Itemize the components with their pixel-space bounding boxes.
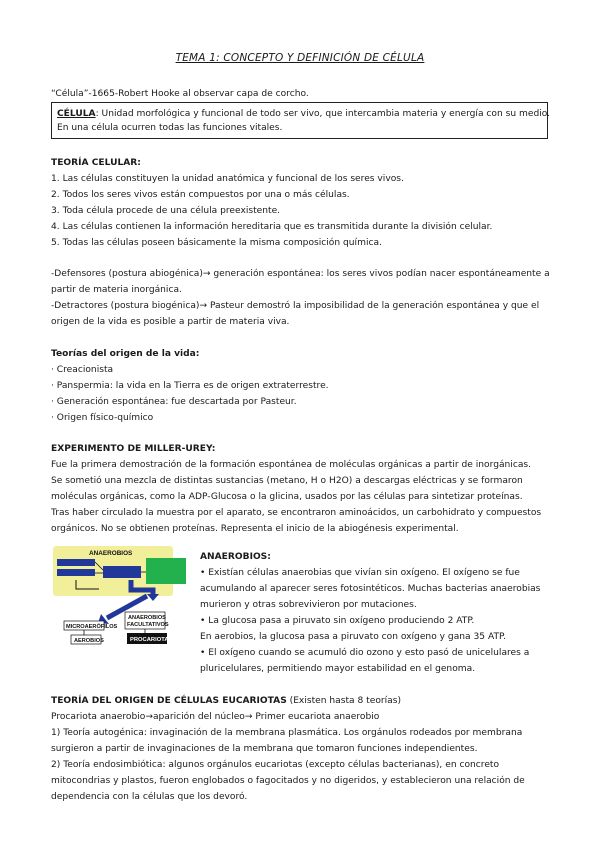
eukaryote-line: 2) Teoría endosimbiótica: algunos orgánulos eucariotas (excepto células bacterianas), en concreto [51,760,500,770]
anaerobios-line: • La glucosa pasa a piruvato sin oxígeno produciendo 2 ATP. [200,616,475,626]
eukaryote-line: 1) Teoría autogénica: invaginación de la membrana plasmática. Los orgánulos rodeados por membrana [51,728,523,738]
label-anaerobios-facultativos: ANAEROBIOS [128,615,166,621]
debate-line: partir de materia inorgánica. [51,285,182,295]
anaerobios-line: • El oxígeno cuando se acumuló dio ozono y esto pasó de unicelulares a [200,648,530,658]
eukaryote-line: mitocondrias y plastos, fueron englobados o fagocitados y no digeridos, y establecieron una relación de [51,776,525,786]
eukaryote-line: dependencia con la células que los devoró. [51,792,248,802]
label-anaerobios: ANAEROBIOS [89,550,133,557]
miller-line: Fue la primera demostración de la formación espontánea de moléculas orgánicas a partir de inorgánicas. [51,460,532,470]
cell-theory-item: 4. Las células contienen la información hereditaria que es transmitida durante la división celular. [51,222,493,232]
pathway-box-1 [57,559,95,566]
definition-text: : Unidad morfológica y funcional de todo ser vivo, que intercambia materia y energía con su medio. [95,109,551,119]
origin-theory-item: · Generación espontánea: fue descartada por Pasteur. [51,397,297,407]
cell-theory-item: 2. Todos los seres vivos están compuestos por una o más células. [51,190,350,200]
miller-line: Tras haber circulado la muestra por el aparato, se encontraron aminoácidos, un carbohidrato y compuestos [51,508,542,518]
debate-line: origen de la vida es posible a partir de materia viva. [51,317,290,327]
cell-theory-item: 1. Las células constituyen la unidad anatómica y funcional de los seres vivos. [51,174,404,184]
definition-term: CÉLULA [57,109,96,119]
eukaryote-line: Procariota anaerobio→aparición del núcleo→ Primer eucariota anaerobio [51,712,380,722]
miller-heading: EXPERIMENTO DE MILLER-UREY: [51,444,216,454]
label-aerobios: AEROBIOS [74,638,104,644]
eukaryote-line: surgieron a partir de invaginaciones de la membrana que tomaron funciones independientes. [51,744,478,754]
anaerobios-line: En aerobios, la glucosa pasa a piruvato con oxígeno y gana 35 ATP. [200,632,506,642]
origin-theory-item: · Panspermia: la vida en la Tierra es de origen extraterrestre. [51,381,329,391]
hooke-line: “Célula”-1665-Robert Hooke al observar capa de corcho. [51,89,309,99]
anaerobios-line: pluricelulares, permitiendo mayor estabilidad en el genoma. [200,664,476,674]
anaerobios-line: murieron y otras sobrevivieron por mutaciones. [200,600,417,610]
origin-theory-item: · Creacionista [51,365,114,375]
anaerobios-heading: ANAEROBIOS: [200,552,271,562]
cell-theory-item: 5. Todas las células poseen básicamente la misma composición química. [51,238,382,248]
anaerobios-line: • Existían células anaerobias que vivían sin oxígeno. El oxígeno se fue [200,568,520,578]
definition-box [51,102,551,139]
miller-line: orgánicos. No se obtienen proteínas. Representa el inicio de la abiogénesis experimental. [51,524,459,534]
pathway-box-3 [103,566,141,578]
metabolism-diagram [51,544,193,646]
eukaryote-heading: TEORÍA DEL ORIGEN DE CÉLULAS EUCARIOTAS [51,696,287,706]
pathway-box-2 [57,569,95,576]
cell-theory-item: 3. Toda célula procede de una célula preexistente. [51,206,281,216]
origin-theories-heading: Teorías del origen de la vida: [51,349,200,359]
definition-line-2: En una célula ocurren todas las funciones vitales. [57,123,283,133]
definition-line-1 [57,108,550,120]
page-title: TEMA 1: CONCEPTO Y DEFINICIÓN DE CÉLULA [175,52,425,64]
label-facultativos: FACULTATIVOS [127,622,169,628]
miller-line: Se sometió una mezcla de distintas sustancias (metano, H o H2O) a descargas eléctricas y se formaron [51,476,523,486]
green-pathway-box [146,558,186,584]
debate-line: -Defensores (postura abiogénica)→ generación espontánea: los seres vivos podían nacer espontáneamente a [51,269,550,279]
eukaryote-heading-line [51,695,401,707]
origin-theory-item: · Origen físico-químico [51,413,154,423]
eukaryote-heading-note: (Existen hasta 8 teorías) [286,696,402,706]
label-microaerofilos: MICROAERÓFILOS [66,624,118,630]
anaerobios-line: acumulando al aparecer seres fotosintéticos. Muchas bacterias anaerobias [200,584,541,594]
cell-theory-heading: TEORÍA CELULAR: [51,158,141,168]
debate-line: -Detractores (postura biogénica)→ Pasteur demostró la imposibilidad de la generación espontánea y que el [51,301,540,311]
miller-line: moléculas orgánicas, como la ADP-Glucosa o la glicina, usados por las células para sintetizar proteínas. [51,492,523,502]
label-procariotas: PROCARIOTAS [130,637,173,643]
